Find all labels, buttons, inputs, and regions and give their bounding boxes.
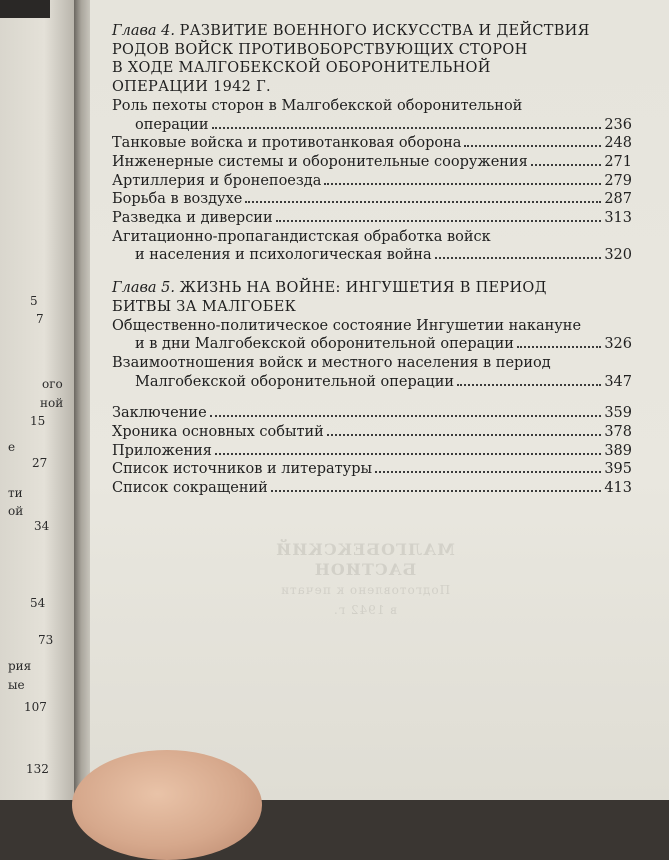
left-page-fragment: ой (8, 504, 24, 518)
dot-leader (276, 220, 602, 222)
toc-page-number: 389 (604, 442, 632, 459)
toc-entry[interactable] (112, 172, 632, 191)
chapter-4-heading (112, 22, 632, 97)
thumb (72, 750, 262, 860)
toc-page-number: 287 (604, 191, 632, 208)
toc-page-number: 320 (604, 247, 632, 264)
toc-page-number: 359 (604, 405, 632, 422)
dot-leader (245, 201, 601, 203)
left-page-fragment: 73 (38, 633, 54, 647)
toc-entry[interactable] (112, 134, 632, 153)
toc-page-number: 271 (604, 153, 632, 170)
toc-entry-text: и в дни Малгобекской оборонительной операции (135, 336, 514, 353)
toc-page-number: 395 (604, 461, 632, 478)
toc-entry-text: Хроника основных событий (112, 424, 324, 441)
dot-leader (324, 183, 601, 185)
left-page-edge (0, 0, 74, 800)
toc-entry-text: Малгобекской оборонительной операции (135, 373, 455, 390)
left-page-fragment: 7 (36, 312, 44, 326)
chapter-5-title-line: БИТВЫ ЗА МАЛГОБЕК (112, 298, 297, 315)
toc-page-number: 326 (604, 336, 632, 353)
toc-entry[interactable] (112, 479, 632, 498)
toc-entry[interactable] (112, 460, 632, 479)
left-page-fragment: 15 (30, 414, 46, 428)
dark-corner (0, 0, 50, 18)
toc-page-number: 413 (604, 480, 632, 497)
toc-entry[interactable] (112, 335, 632, 354)
show-through-line: Подготовлено к печати (279, 583, 451, 597)
left-page-fragment: 132 (26, 762, 49, 776)
left-page-fragment: ной (40, 396, 64, 410)
toc-entry-text: Борьба в воздухе (112, 191, 243, 208)
chapter-4-label: Глава 4. (112, 23, 176, 39)
dot-leader (457, 384, 601, 386)
dot-leader (212, 127, 602, 129)
toc-entry-text: Приложения (112, 442, 212, 459)
toc-entry[interactable] (112, 153, 632, 172)
toc-entry[interactable] (112, 442, 632, 461)
toc-page-number: 236 (604, 116, 632, 133)
toc-page-number: 347 (604, 373, 632, 390)
chapter-5-label: Глава 5. (112, 280, 176, 297)
toc-entry[interactable] (112, 116, 632, 135)
chapter-4-title-line: В ХОДЕ МАЛГОБЕКСКОЙ ОБОРОНИТЕЛЬНОЙ (112, 60, 491, 77)
toc-entry-text: Список источников и литературы (112, 461, 373, 478)
left-page-fragment: ого (42, 377, 63, 391)
toc-page-number: 279 (604, 172, 632, 189)
toc-entry-text: Танковые войска и противотанковая оборона (112, 135, 462, 152)
dot-leader (375, 471, 601, 473)
dot-leader (435, 257, 602, 259)
toc-page-number: 248 (604, 135, 632, 152)
toc-entry-text: Список сокращений (112, 480, 268, 497)
toc-entry-first-line: Агитационно-пропагандистская обработка войск (112, 228, 491, 245)
show-through-text (240, 540, 490, 620)
toc-entry[interactable] (112, 373, 632, 392)
toc-entry-text: Артиллерия и бронепоезда (112, 172, 322, 189)
dot-leader (210, 415, 602, 417)
toc-entry[interactable] (112, 246, 632, 265)
left-page-fragment: рия (8, 659, 32, 673)
toc-entry[interactable] (112, 209, 632, 228)
toc-entry-text: и населения и психологическая война (135, 247, 432, 264)
chapter-5-heading (112, 279, 632, 316)
table-of-contents (112, 22, 632, 498)
toc-entry-text: Заключение (112, 405, 207, 422)
toc-entry-text: Инженерные системы и оборонительные сооружения (112, 153, 528, 170)
toc-entry-first-line: Общественно-политическое состояние Ингушетии накануне (112, 317, 582, 334)
toc-page (90, 0, 669, 800)
left-page-fragment: 5 (30, 294, 38, 308)
chapter-4-title-line: РОДОВ ВОЙСК ПРОТИВОБОРСТВУЮЩИХ СТОРОН (112, 41, 528, 58)
chapter-4-title-line: РАЗВИТИЕ ВОЕННОГО ИСКУССТВА И ДЕЙСТВИЯ (179, 23, 590, 39)
toc-entry-first-line: Взаимоотношения войск и местного населения в период (112, 354, 551, 371)
toc-entry[interactable] (112, 404, 632, 423)
left-page-fragment: 34 (34, 519, 50, 533)
left-page-fragment: е (8, 440, 16, 454)
chapter-5-title-line: ЖИЗНЬ НА ВОЙНЕ: ИНГУШЕТИЯ В ПЕРИОД (179, 280, 547, 297)
dot-leader (464, 145, 601, 147)
toc-page-number: 313 (604, 210, 632, 227)
toc-entry-first-line: Роль пехоты сторон в Малгобекской оборонительной (112, 97, 523, 114)
show-through-line: в 1942 г. (332, 603, 398, 617)
toc-entry[interactable] (112, 190, 632, 209)
left-page-fragment: ые (8, 678, 25, 692)
left-page-fragment: 107 (24, 700, 47, 714)
toc-entry-text: операции (135, 116, 209, 133)
toc-page-number: 378 (604, 424, 632, 441)
show-through-title: МАЛГОБЕКСКИЙ БАСТИОН (275, 540, 455, 579)
chapter-4-title-line: ОПЕРАЦИИ 1942 Г. (112, 79, 271, 96)
left-page-fragment: 54 (30, 596, 46, 610)
left-page-fragment: 27 (32, 456, 48, 470)
dot-leader (517, 346, 601, 348)
dot-leader (271, 490, 601, 492)
toc-entry[interactable] (112, 423, 632, 442)
dot-leader (327, 434, 601, 436)
toc-entry-text: Разведка и диверсии (112, 210, 273, 227)
dot-leader (531, 164, 602, 166)
left-page-fragment: ти (8, 486, 23, 500)
dot-leader (215, 453, 601, 455)
